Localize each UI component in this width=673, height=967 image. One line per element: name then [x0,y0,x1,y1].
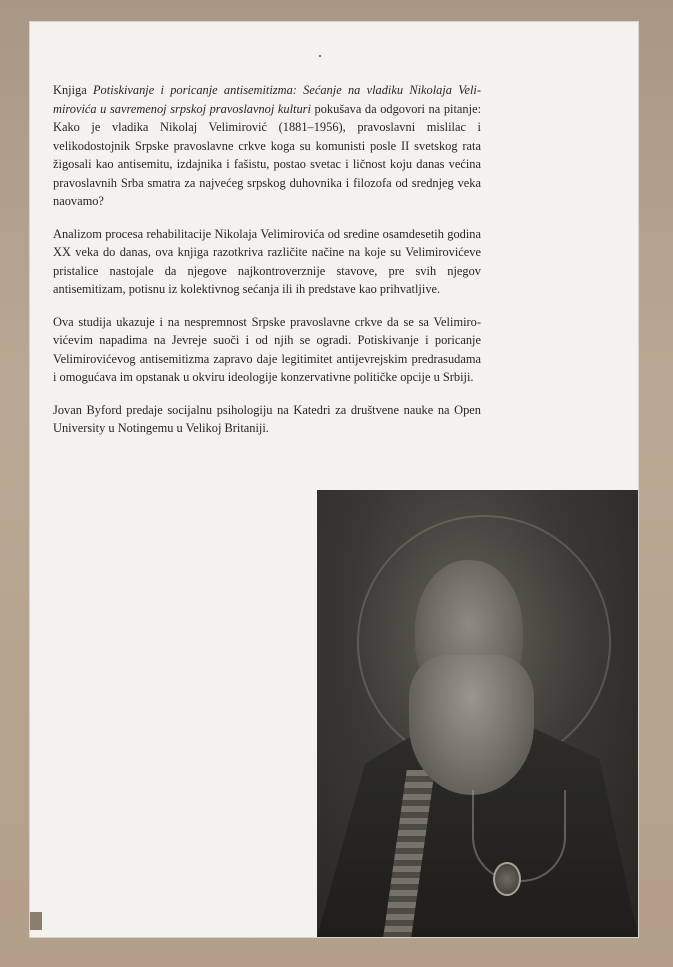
book-back-cover [30,22,638,937]
paragraph-study: Ova studija ukazuje i na nespremnost Srpske pravoslavne crkve da se sa Velimirovićevim napadima na Jevreje suoči i od njih se ogradi. Potiskivanje i poricanje Velimirovićevog antisemitizma zapravo daje legitimitet antijevrejskim predrasudama i omogućava im opstanak u okviru ideologije konzervativne političke opcije u Srbiji. [53,314,481,384]
beard-shape [409,655,534,795]
paragraph-analysis: Analizom procesa rehabilitacije Nikolaja Velimirovića od sredine osamdesetih godina XX veka do danas, ova knjiga razotkriva različite načine na koje su Velimirovićeve pristalice nastojale da njegove najkontroverznije stavove, pre svih njegov antisemitizam, potisnu iz kolektivnog sećanja ili ih predstave kao prihvatljive. [53,226,481,296]
blurb-text [53,81,481,452]
paragraph-intro: Knjiga Potiskivanje i poricanje antisemitizma: Sećanje na vladiku Nikolaja Velimirovića u savremenoj srpskoj pravoslavnoj kulturi pokušava da odgovori na pitanje: Kako je vladika Nikolaj Velimirović (1881–1956), pravoslavni mislilac i velikodostojnik Srpske pravoslavne crkve koga su komunisti posle II svetskog rata žigosali kao antisemitu, izdajnika i fašistu, postao svetac i ličnost koju danas većina pravoslavnih Srba smatra za najvećeg srpskog duhovnika i filozofa od srednjeg veka naovamo? [53,83,482,208]
panagia-medal [493,862,521,896]
book-title: Potiskivanje i poricanje antisemitizma: Sećanje na vladiku Nikolaja Velimirovića u savremenoj srpskoj pravoslavnoj kulturi [53,83,481,116]
icon-portrait-image [317,490,638,937]
paragraph-author: Jovan Byford predaje socijalnu psihologiju na Katedri za društvene nauke na Open University u Notingemu u Velikoj Britaniji. [53,402,481,435]
print-dot [319,55,321,57]
worn-corner [30,912,42,930]
chain-shape [472,790,566,882]
